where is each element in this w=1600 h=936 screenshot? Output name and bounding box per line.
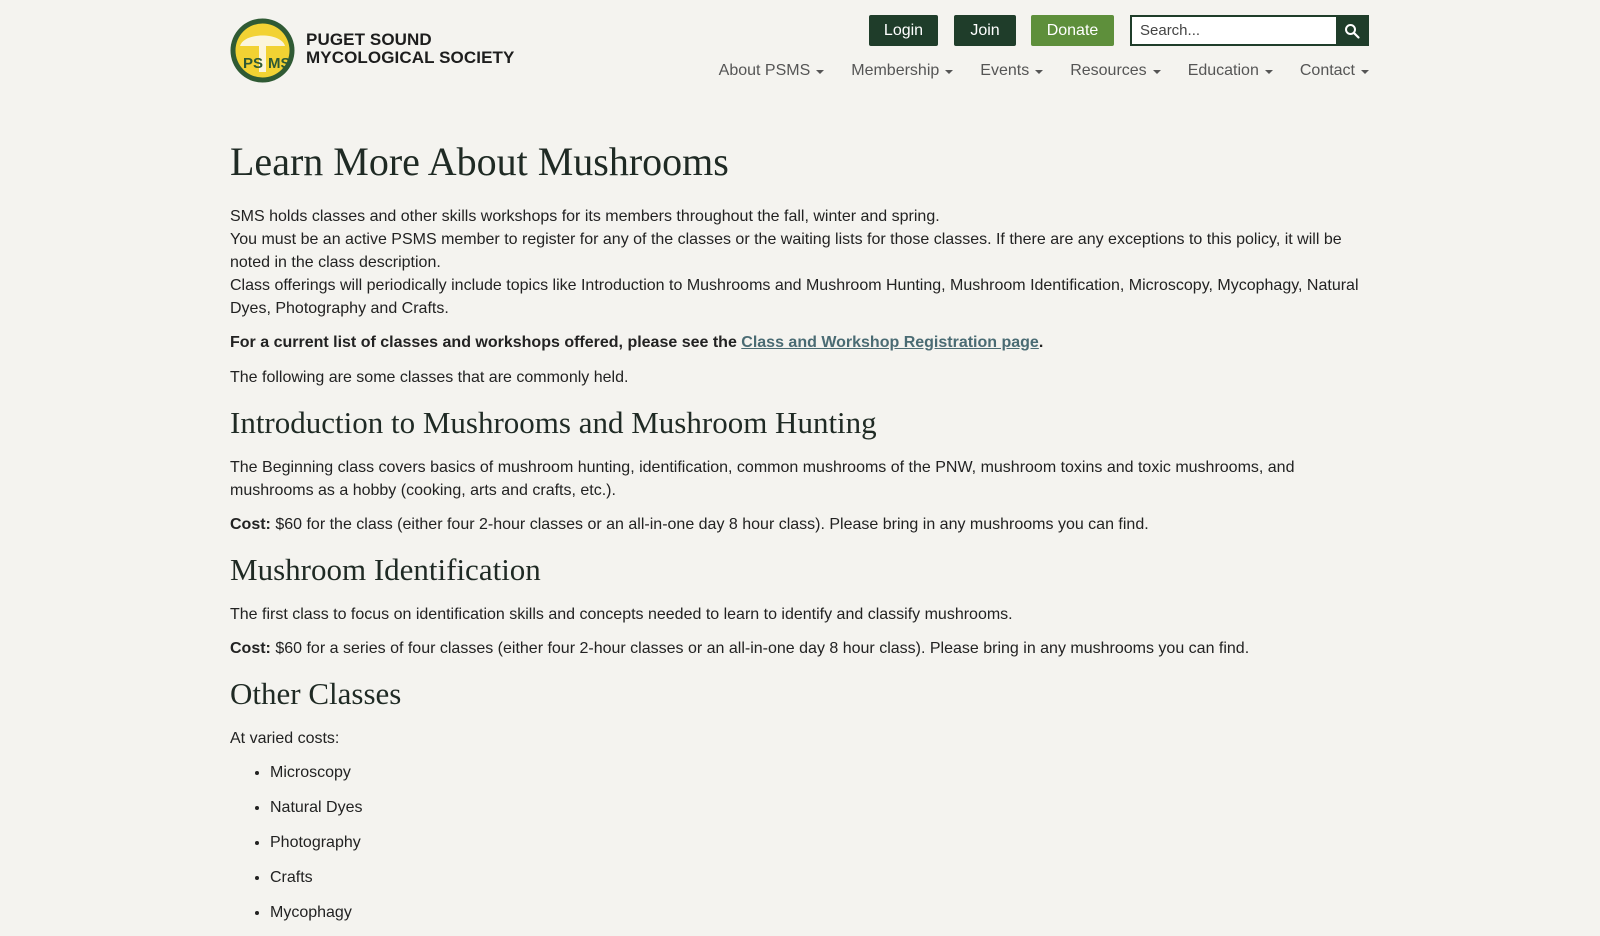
nav-item-label: Education [1187, 62, 1259, 79]
donate-button[interactable]: Donate [1031, 15, 1114, 46]
nav-item-about[interactable] [719, 62, 825, 80]
section-heading-other: Other Classes [230, 676, 402, 711]
caret-down-icon [1361, 70, 1369, 74]
section-cost-identification [230, 637, 1372, 660]
nav-item-label: Contact [1299, 62, 1355, 79]
current-list-suffix: . [1038, 334, 1044, 351]
caret-down-icon [1265, 70, 1273, 74]
list-item: • Natural Dyes [270, 796, 1372, 819]
intro-paragraph-3: Class offerings will periodically include topics like Introduction to Mushrooms and Mushroom Hunting, Mushroom Identification, Microscopy, Mycophagy, Natural Dyes, Photography and Crafts. [230, 277, 1359, 317]
nav-item-label: Events [980, 62, 1030, 79]
list-item: • Crafts [270, 866, 1372, 889]
section-heading-identification: Mushroom Identification [230, 552, 541, 587]
intro-block [230, 205, 1372, 320]
brand-line-1: PUGET SOUND [306, 30, 432, 49]
section-cost-intro [230, 513, 1372, 536]
search-input[interactable] [1132, 17, 1336, 44]
nav-item-education[interactable] [1188, 62, 1273, 80]
psms-logo[interactable] [230, 18, 295, 83]
list-item: • Photography [270, 831, 1372, 854]
list-item: • Mycophagy [270, 901, 1372, 924]
page-title: Learn More About Mushrooms [230, 139, 729, 184]
svg-text:PS: PS [243, 55, 264, 72]
nav-item-events[interactable] [980, 62, 1043, 80]
search-button[interactable] [1336, 17, 1367, 44]
nav-item-label: About PSMS [718, 62, 811, 79]
nav-item-contact[interactable] [1300, 62, 1369, 80]
search-form [1130, 15, 1369, 46]
section-text-identification: The first class to focus on identification skills and concepts needed to learn to identify and classify mushrooms. [230, 606, 1013, 623]
list-item: • Microscopy [270, 761, 1372, 784]
cost-text: $60 for the class (either four 2-hour classes or an all-in-one day 8 hour class). Please bring in any mushrooms you can find. [270, 516, 1149, 533]
join-button[interactable]: Join [954, 15, 1016, 46]
other-intro: At varied costs: [230, 730, 340, 747]
search-icon [1344, 23, 1360, 39]
brand-name[interactable] [306, 31, 514, 67]
section-text-intro: The Beginning class covers basics of mushroom hunting, identification, common mushrooms of the PNW, mushroom toxins and toxic mushrooms, and mushrooms as a hobby (cooking, arts and crafts, etc.). [230, 459, 1295, 499]
cost-label: Cost: [230, 640, 271, 657]
caret-down-icon [945, 70, 953, 74]
current-list-paragraph [230, 331, 1372, 354]
section-heading-intro: Introduction to Mushrooms and Mushroom Hunting [230, 405, 877, 440]
following-paragraph: The following are some classes that are commonly held. [230, 369, 629, 386]
caret-down-icon [1153, 70, 1161, 74]
nav-item-label: Resources [1070, 62, 1147, 79]
caret-down-icon [816, 70, 824, 74]
cost-label: Cost: [230, 516, 271, 533]
main-content [230, 134, 1372, 936]
other-classes-list [230, 761, 1372, 924]
intro-paragraph-1: SMS holds classes and other skills workshops for its members throughout the fall, winter and spring. [230, 208, 940, 225]
registration-page-link[interactable]: Class and Workshop Registration page [741, 334, 1039, 351]
current-list-prefix: For a current list of classes and workshops offered, please see the [230, 334, 742, 351]
brand-line-2: MYCOLOGICAL SOCIETY [306, 48, 515, 67]
svg-text:MS: MS [268, 55, 291, 72]
caret-down-icon [1035, 70, 1043, 74]
nav-item-membership[interactable] [851, 62, 953, 80]
main-nav [692, 62, 1369, 80]
cost-text: $60 for a series of four classes (either four 2-hour classes or an all-in-one day 8 hour class). Please bring in any mushrooms you can find. [270, 640, 1250, 657]
intro-paragraph-2: You must be an active PSMS member to register for any of the classes or the waiting lists for those classes. If there are any exceptions to this policy, it will be noted in the class description. [230, 231, 1342, 271]
nav-item-label: Membership [851, 62, 940, 79]
login-button[interactable]: Login [869, 15, 938, 46]
nav-item-resources[interactable] [1070, 62, 1160, 80]
